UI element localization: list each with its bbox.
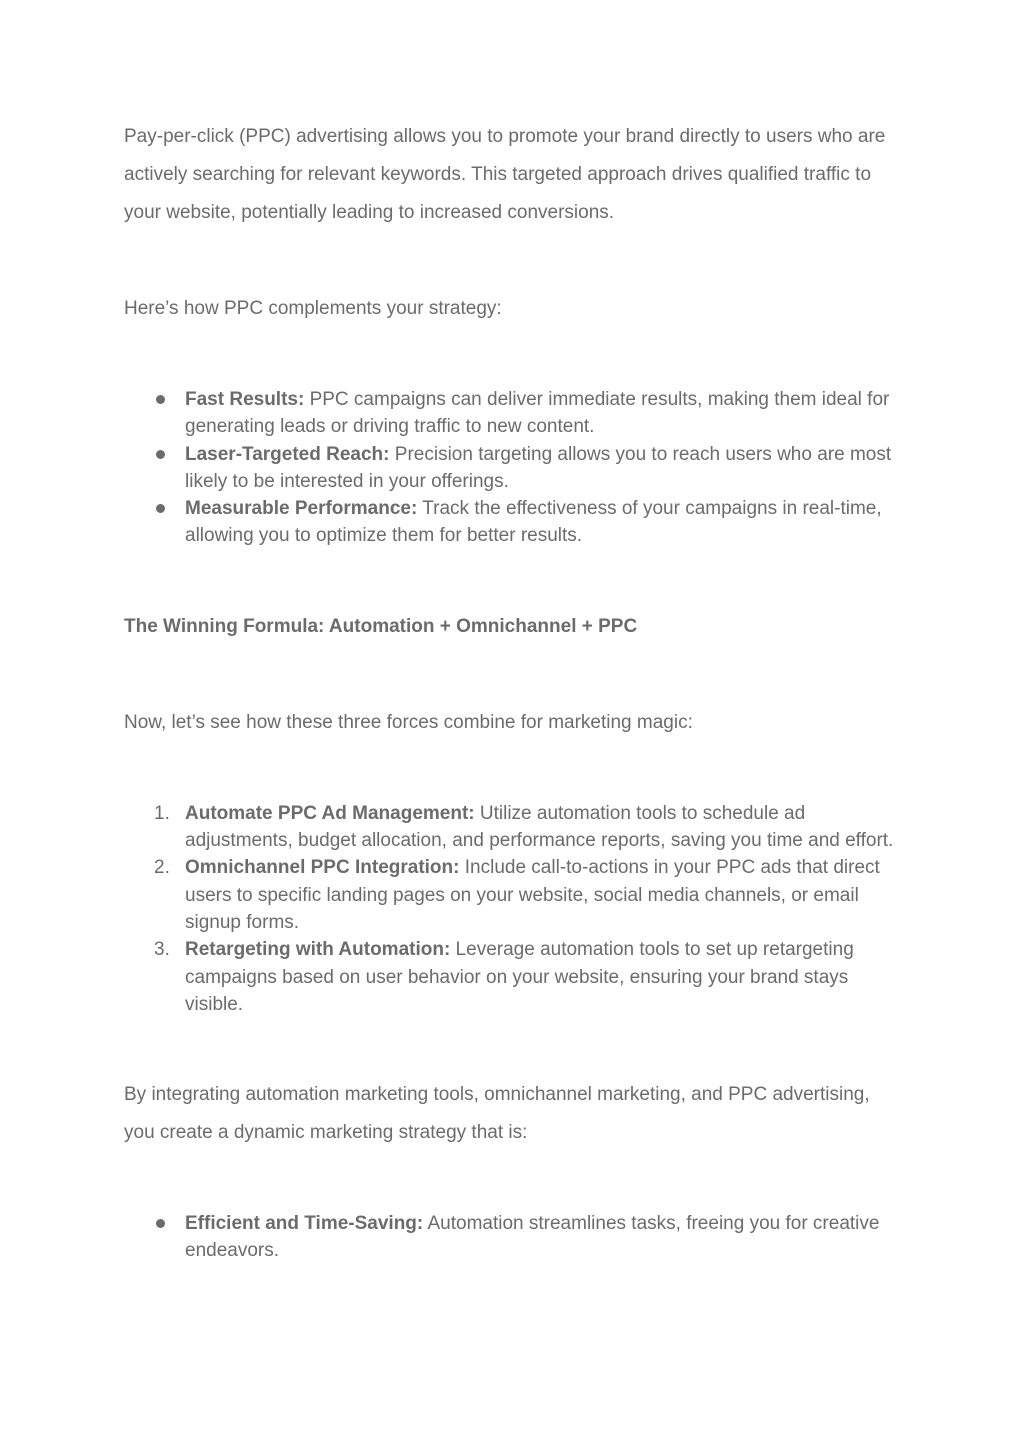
combine-lead: Now, let’s see how these three forces combine for marketing magic: [124,711,693,733]
item-title: Automate PPC Ad Management: [185,802,475,824]
strategy-traits-list [124,1210,904,1265]
item-text: Leverage automation tools to set up retargeting campaigns based on user behavior on your website, ensuring your brand stays visible. [185,939,854,1015]
item-title: Fast Results: [185,389,305,410]
bullet-icon [156,395,165,404]
item-title: Omnichannel PPC Integration: [185,857,460,879]
list-item [124,1210,904,1265]
intro-paragraph: Pay-per-click (PPC) advertising allows you to promote your brand directly to users who are actively searching for relevant keywords. This targeted approach drives qualified traffic to your website, potentially leading to increased conversions. [124,126,886,223]
step-number: 1. [154,802,170,824]
bullet-icon [156,450,165,459]
item-text: Utilize automation tools to schedule ad adjustments, budget allocation, and performance reports, saving you time and effort. [185,802,894,852]
item-title: Laser-Targeted Reach: [185,443,390,465]
list-item [124,936,904,1018]
ppc-benefits-list [124,386,904,550]
step-number: 2. [154,857,170,879]
item-text: Precision targeting allows you to reach users who are most likely to be interested in your offerings. [185,443,892,492]
steps-list [124,800,904,1018]
list-item [124,441,904,496]
strategy-lead: Here’s how PPC complements your strategy: [124,298,502,319]
formula-heading: The Winning Formula: Automation + Omnichannel + PPC [124,615,638,637]
document-page [124,118,904,1265]
item-text: Track the effectiveness of your campaigns in real-time, allowing you to optimize them for better results. [185,498,882,547]
integration-paragraph: By integrating automation marketing tools, omnichannel marketing, and PPC advertising, you create a dynamic marketing strategy that is: [124,1084,870,1144]
item-title: Measurable Performance: [185,498,418,520]
list-item [124,800,904,855]
item-text: Include call-to-actions in your PPC ads that direct users to specific landing pages on your website, social media channels, or email signup forms. [185,857,880,933]
step-number: 3. [154,939,170,961]
item-text: PPC campaigns can deliver immediate results, making them ideal for generating leads or driving traffic to new content. [185,389,890,438]
list-item [124,386,904,441]
list-item [124,495,904,550]
item-title: Efficient and Time-Saving: [185,1213,424,1235]
list-item [124,854,904,936]
item-title: Retargeting with Automation: [185,939,451,961]
item-text: Automation streamlines tasks, freeing you for creative endeavors. [185,1213,880,1262]
bullet-icon [156,1219,165,1228]
bullet-icon [156,504,165,513]
